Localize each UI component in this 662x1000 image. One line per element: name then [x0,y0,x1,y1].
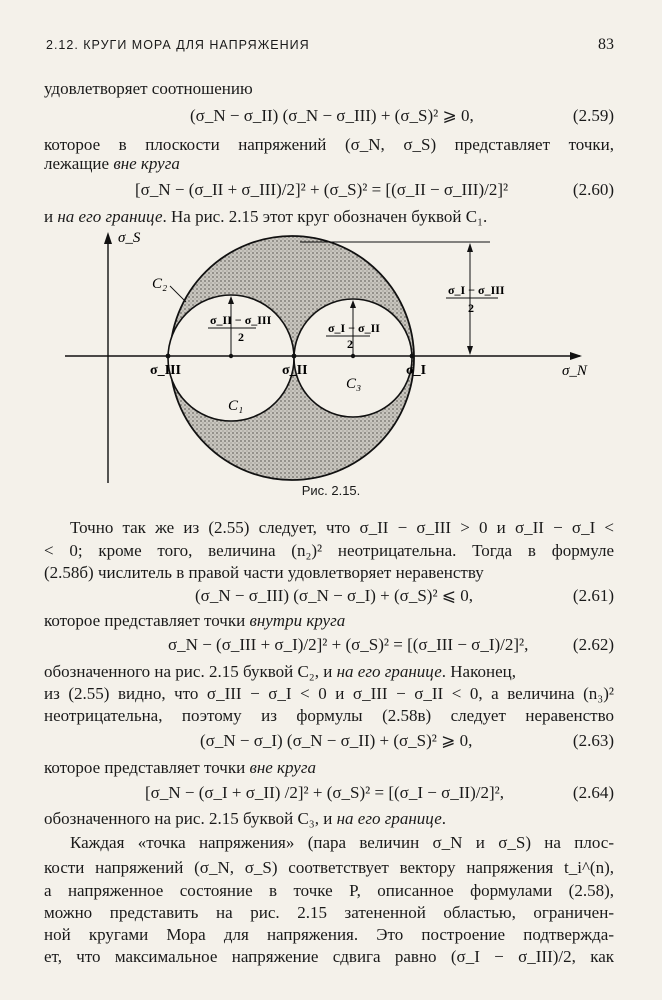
fraction-c2-numerator: σ_I − σ_III [448,283,505,297]
label-c2: C₂ [152,276,168,292]
point-sigma-2 [292,354,297,359]
text-run: лежащие [44,154,114,173]
point-sigma-1 [410,354,415,359]
figure-caption: Рис. 2.15. [301,483,361,498]
text-line: Точно так же из (2.55) следует, что σ_II − σ_III > 0 и σ_II − σ_I < [70,518,614,537]
mohr-circles-figure [60,228,600,490]
label-c1: C₁ [228,398,244,414]
text-line: ет, что максимальное напряжение сдвига равно (σ_I − σ_III)/2, как [44,947,614,966]
text-line: из (2.55) видно, что σ_III − σ_I < 0 и σ_III − σ_II < 0, а величина (n₃)² [44,684,614,703]
equation-number: (2.63) [572,731,614,750]
text-run: которое представляет точки [44,611,250,630]
text-line: неотрицательна, поэтому из формулы (2.58в) следует неравенство [44,706,614,725]
fraction-c3-denominator: 2 [347,337,353,351]
axis-label-sigma-s: σ_S [118,230,141,246]
label-c2-leader [170,286,186,302]
equation-number: (2.60) [572,180,614,199]
text-line [44,206,614,228]
y-axis-arrow-icon [104,232,112,244]
italic-run: на его границе [57,207,163,226]
dim-arrow-top-icon [467,243,473,252]
equation-2-63: (σ_N − σ_I) (σ_N − σ_II) + (σ_S)² ⩾ 0, [200,731,473,750]
point-sigma-3 [166,354,171,359]
italic-run: вне круга [113,154,180,173]
text-line [44,808,614,830]
text-line: можно представить на рис. 2.15 затененной областью, ограничен- [44,903,614,922]
center-c1 [229,354,233,358]
fraction-c1-numerator: σ_II − σ_III [210,313,272,327]
text-line: (2.58б) числитель в правой части удовлетворяет неравенству [44,563,484,582]
label-sigma-1: σ_I [406,363,427,378]
text-line: которое в плоскости напряжений (σ_N, σ_S) представляет точки, [44,135,614,154]
equation-2-64: [σ_N − (σ_I + σ_II) /2]² + (σ_S)² = [(σ_I − σ_II)/2]², [145,783,504,802]
text-run: . Наконец, [441,662,516,681]
equation-2-62: σ_N − (σ_III + σ_I)/2]² + (σ_S)² = [(σ_III − σ_I)/2]², [168,635,529,654]
page-number: 83 [598,36,614,53]
text-line [44,757,614,779]
text-run: . На рис. 2.15 этот круг обозначен буквой C₁. [162,207,488,226]
text-run: которое представляет точки [44,758,250,777]
equation-number: (2.61) [572,586,614,605]
text-line: ной кругами Мора для напряжения. Это построение подтверждa- [44,925,614,944]
text-line [44,610,614,632]
text-line: а напряженное состояние в точке P, описанное формулами (2.58), [44,881,614,900]
running-title: 2.12. КРУГИ МОРА ДЛЯ НАПРЯЖЕНИЯ [46,38,310,52]
text-line [44,661,614,683]
italic-run: на его границе [336,662,442,681]
equation-2-59: (σ_N − σ_II) (σ_N − σ_III) + (σ_S)² ⩾ 0, [190,106,474,125]
text-run: . [441,809,446,828]
center-c3 [351,354,355,358]
italic-run: на его границе [336,809,442,828]
text-line [44,153,614,175]
equation-number: (2.59) [572,106,614,125]
equation-number: (2.64) [572,783,614,802]
fraction-c1-denominator: 2 [238,330,244,344]
text-run: обозначенного на рис. 2.15 буквой C₂, и [44,662,337,681]
fraction-c2-denominator: 2 [468,301,474,315]
axis-label-sigma-n: σ_N [562,363,587,379]
dim-arrow-bottom-icon [467,346,473,355]
x-axis-arrow-icon [570,352,582,360]
label-sigma-2: σ_II [282,363,308,378]
label-sigma-3: σ_III [150,363,181,378]
page-header [46,38,614,58]
text-line: < 0; кроме того, величина (n₂)² неотрицательна. Тогда в формуле [44,541,614,560]
italic-run: внутри круга [249,611,346,630]
text-line: удовлетворяет соотношению [44,79,253,98]
fraction-c3-numerator: σ_I − σ_II [328,321,380,335]
equation-2-61: (σ_N − σ_III) (σ_N − σ_I) + (σ_S)² ⩽ 0, [195,586,474,605]
equation-2-60: [σ_N − (σ_II + σ_III)/2]² + (σ_S)² = [(σ_II − σ_III)/2]² [135,180,509,199]
label-c3: C₃ [346,376,362,392]
text-run: и [44,207,58,226]
text-run: обозначенного на рис. 2.15 буквой C₃, и [44,809,337,828]
text-line: Каждая «точка напряжения» (пара величин σ_N и σ_S) на плос- [70,833,614,852]
text-line: кости напряжений (σ_N, σ_S) соответствует вектору напряжения t_i^(n), [44,858,614,877]
equation-number: (2.62) [572,635,614,654]
italic-run: вне круга [249,758,316,777]
